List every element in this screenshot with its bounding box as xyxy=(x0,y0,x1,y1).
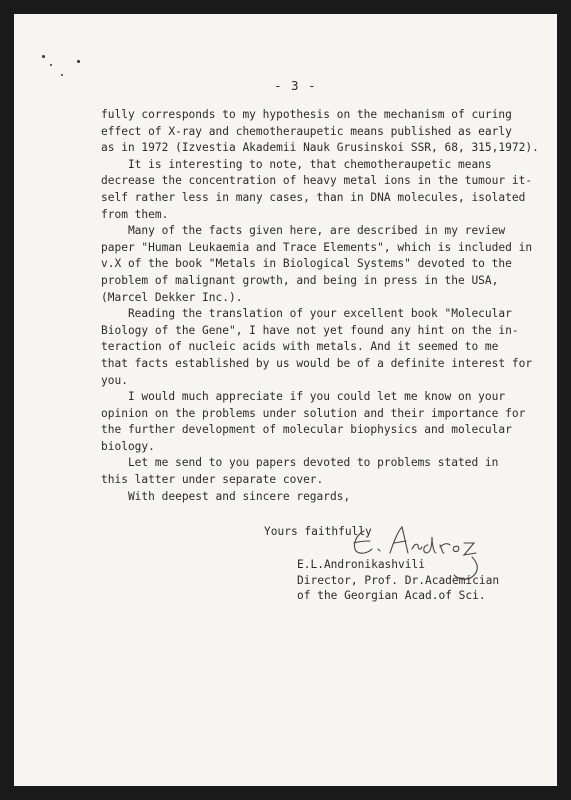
body-line: I would much appreciate if you could let me know on your xyxy=(101,390,506,404)
page-number: - 3 - xyxy=(274,78,317,93)
body-line: problem of malignant growth, and being in press in the USA, xyxy=(101,273,499,287)
body-line: (Marcel Dekker Inc.). xyxy=(101,290,243,304)
paper-mark xyxy=(61,74,63,76)
body-line: Reading the translation of your excellent book "Molecular xyxy=(101,307,512,321)
signer-name: E.L.Andronikashvili xyxy=(297,558,425,571)
body-line: you. xyxy=(101,373,128,387)
body-line: teraction of nucleic acids with metals. And it seemed to me xyxy=(101,340,499,354)
letter-body xyxy=(101,107,546,505)
body-line: decrease the concentration of heavy metal ions in the tumour it- xyxy=(101,174,533,188)
body-line: from them. xyxy=(101,207,169,221)
body-line: the further development of molecular biophysics and molecular xyxy=(101,423,512,437)
body-line: Many of the facts given here, are described in my review xyxy=(101,224,506,238)
body-line: Let me send to you papers devoted to problems stated in xyxy=(101,456,499,470)
paper-mark xyxy=(50,64,52,66)
body-line: this latter under separate cover. xyxy=(101,473,324,487)
body-line: With deepest and sincere regards, xyxy=(101,489,351,503)
body-line: Biology of the Gene", I have not yet found any hint on the in- xyxy=(101,323,519,337)
body-line: self rather less in many cases, than in DNA molecules, isolated xyxy=(101,190,526,204)
body-line: fully corresponds to my hypothesis on the mechanism of curing xyxy=(101,108,512,121)
letter-page xyxy=(14,14,557,786)
body-line: paper "Human Leukaemia and Trace Elements", which is included in xyxy=(101,240,533,254)
body-line: biology. xyxy=(101,439,155,453)
body-line: opinion on the problems under solution and their importance for xyxy=(101,406,526,420)
body-line: v.X of the book "Metals in Biological Systems" devoted to the xyxy=(101,257,512,271)
paper-mark xyxy=(42,55,45,58)
body-line: as in 1972 (Izvestia Akademii Nauk Grusinskoi SSR, 68, 315,1972). xyxy=(101,141,539,155)
body-line: that facts established by us would be of a definite interest for xyxy=(101,356,533,370)
signature-block xyxy=(297,557,499,604)
body-line: effect of X-ray and chemotheraupetic means published as early xyxy=(101,124,512,138)
signer-affiliation: of the Georgian Acad.of Sci. xyxy=(297,589,486,602)
signer-title: Director, Prof. Dr.Academician xyxy=(297,573,500,587)
paper-mark xyxy=(77,60,80,63)
closing-line: Yours faithfully xyxy=(264,525,372,538)
body-line: It is interesting to note, that chemotheraupetic means xyxy=(101,157,492,171)
